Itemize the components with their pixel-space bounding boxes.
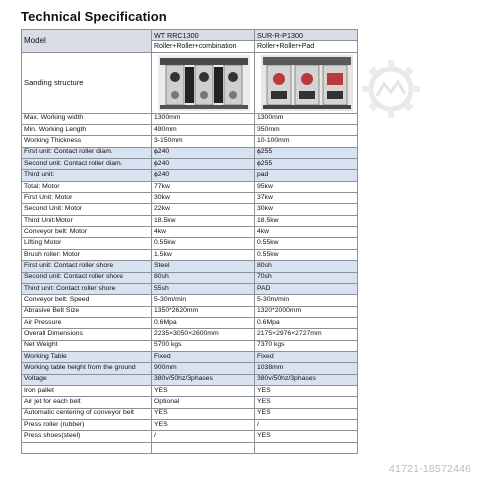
spec-value-a: / <box>152 431 255 442</box>
spec-value-b: / <box>255 419 358 430</box>
spec-label: Second unit: Contact roller shore <box>22 272 152 283</box>
spec-value-a: 80sh <box>152 272 255 283</box>
table-row <box>22 170 358 181</box>
spec-value-a: ϕ240 <box>152 159 255 170</box>
spec-value-a: 380v/50hz/3phases <box>152 374 255 385</box>
table-row <box>22 193 358 204</box>
spec-label: Air jet for each belt <box>22 397 152 408</box>
table-row <box>22 125 358 136</box>
spec-label: Working table height from the ground <box>22 363 152 374</box>
table-row <box>22 374 358 385</box>
table-row <box>22 329 358 340</box>
spec-value-b: 37kw <box>255 193 358 204</box>
spec-value-a: 2235×3050×2600mm <box>152 329 255 340</box>
table-row <box>22 363 358 374</box>
table-row <box>22 442 358 453</box>
spec-label: First unit: Contact roller shore <box>22 261 152 272</box>
spec-label: Air Pressure <box>22 317 152 328</box>
spec-value-a: 490mm <box>152 125 255 136</box>
spec-value-a: YES <box>152 408 255 419</box>
spec-value-b: YES <box>255 431 358 442</box>
table-row <box>22 431 358 442</box>
spec-label: Brush roller: Motor <box>22 249 152 260</box>
config-a: Roller+Roller+combination <box>152 41 255 52</box>
spec-value-b: 0.55kw <box>255 249 358 260</box>
spec-label: First unit: Contact roller diam. <box>22 147 152 158</box>
spec-value-a: Optional <box>152 397 255 408</box>
spec-value-a: YES <box>152 419 255 430</box>
spec-label: Iron pallet <box>22 385 152 396</box>
table-row <box>22 113 358 124</box>
machine-photo-b-cell <box>255 52 358 113</box>
spec-value-b: 70sh <box>255 272 358 283</box>
model-b-header: SUR-R-P1300 <box>255 30 358 41</box>
spec-value-b: ϕ255 <box>255 159 358 170</box>
spec-value-b: 0.55kw <box>255 238 358 249</box>
spec-table <box>21 29 358 454</box>
table-row <box>22 397 358 408</box>
page-title: Technical Specification <box>21 9 167 24</box>
spec-value-a: 22kw <box>152 204 255 215</box>
spec-value-a: 0.55kw <box>152 238 255 249</box>
table-row <box>22 159 358 170</box>
spec-value-a: 3-150mm <box>152 136 255 147</box>
spec-value-b: 1320*2000mm <box>255 306 358 317</box>
table-row <box>22 408 358 419</box>
spec-label: Voltage <box>22 374 152 385</box>
spec-label: Overall Dimensions <box>22 329 152 340</box>
sanding-structure-label: Sanding structure <box>22 52 152 113</box>
source-id-watermark: 41721-18572446 <box>389 463 472 475</box>
table-row <box>22 215 358 226</box>
spec-label: Max. Working width <box>22 113 152 124</box>
spec-label: Net Weight <box>22 340 152 351</box>
spec-label: Lifting Motor <box>22 238 152 249</box>
table-row <box>22 204 358 215</box>
spec-value-b: 30kw <box>255 204 358 215</box>
spec-value-a <box>152 442 255 453</box>
spec-value-b: 80sh <box>255 261 358 272</box>
table-row <box>22 306 358 317</box>
sanding-structure-row <box>22 52 358 113</box>
spec-value-b: 0.6Mpa <box>255 317 358 328</box>
spec-value-b: YES <box>255 385 358 396</box>
spec-value-b: 7370 kgs <box>255 340 358 351</box>
spec-value-a: ϕ240 <box>152 170 255 181</box>
spec-label: Total: Motor <box>22 181 152 192</box>
machine-photo-a <box>158 55 250 111</box>
spec-label: Third unit: <box>22 170 152 181</box>
spec-value-b: 5-30m/min <box>255 295 358 306</box>
table-row <box>22 249 358 260</box>
spec-value-b: ϕ255 <box>255 147 358 158</box>
spec-value-b: YES <box>255 408 358 419</box>
spec-value-a: YES <box>152 385 255 396</box>
table-row <box>22 351 358 362</box>
spec-value-b <box>255 442 358 453</box>
spec-value-b: 1038mm <box>255 363 358 374</box>
spec-value-b: Fixed <box>255 351 358 362</box>
spec-value-b: 10-100mm <box>255 136 358 147</box>
spec-value-b: 4kw <box>255 227 358 238</box>
spec-label: Min. Working Length <box>22 125 152 136</box>
spec-value-b: 2175×2976×2727mm <box>255 329 358 340</box>
spec-label: Press shoes(steel) <box>22 431 152 442</box>
spec-value-a: 900mm <box>152 363 255 374</box>
table-row <box>22 283 358 294</box>
spec-value-a: 1.5kw <box>152 249 255 260</box>
spec-value-b: YES <box>255 397 358 408</box>
spec-label: Working Table <box>22 351 152 362</box>
spec-value-a: Steel <box>152 261 255 272</box>
table-header-row <box>22 30 358 41</box>
spec-value-a: 4kw <box>152 227 255 238</box>
spec-value-a: 77kw <box>152 181 255 192</box>
spec-value-b: 350mm <box>255 125 358 136</box>
spec-value-b: 18.5kw <box>255 215 358 226</box>
spec-value-a: 0.6Mpa <box>152 317 255 328</box>
spec-value-a: ϕ240 <box>152 147 255 158</box>
model-header: Model <box>22 30 152 53</box>
spec-label: Conveyor belt: Speed <box>22 295 152 306</box>
spec-value-a: 55sh <box>152 283 255 294</box>
spec-value-b: 380v/50hz/3phases <box>255 374 358 385</box>
spec-value-a: 1300mm <box>152 113 255 124</box>
table-row <box>22 238 358 249</box>
spec-label: Working Thickness <box>22 136 152 147</box>
spec-label: Conveyor belt: Motor <box>22 227 152 238</box>
spec-value-b: 1300mm <box>255 113 358 124</box>
spec-label: Press roller (rubber) <box>22 419 152 430</box>
spec-label: Third Unit:Motor <box>22 215 152 226</box>
spec-value-a: 5-30m/min <box>152 295 255 306</box>
table-row <box>22 272 358 283</box>
table-row <box>22 261 358 272</box>
machine-photo-b <box>261 55 353 111</box>
machine-photo-a-cell <box>152 52 255 113</box>
table-row <box>22 419 358 430</box>
spec-label: Second Unit: Motor <box>22 204 152 215</box>
gear-watermark-icon <box>360 58 422 120</box>
spec-label: Abrasive Belt Size <box>22 306 152 317</box>
spec-label: First Unit: Motor <box>22 193 152 204</box>
table-row <box>22 136 358 147</box>
table-row <box>22 385 358 396</box>
table-row <box>22 147 358 158</box>
spec-label <box>22 442 152 453</box>
config-b: Roller+Roller+Pad <box>255 41 358 52</box>
spec-value-a: 5700 kgs <box>152 340 255 351</box>
table-row <box>22 181 358 192</box>
spec-label: Second unit: Contact roller diam. <box>22 159 152 170</box>
spec-value-a: 18.5kw <box>152 215 255 226</box>
table-row <box>22 317 358 328</box>
table-row <box>22 340 358 351</box>
spec-label: Third unit: Contact roller shore <box>22 283 152 294</box>
spec-value-b: pad <box>255 170 358 181</box>
spec-value-a: Fixed <box>152 351 255 362</box>
spec-value-b: 95kw <box>255 181 358 192</box>
table-row <box>22 227 358 238</box>
spec-value-b: PAD <box>255 283 358 294</box>
spec-label: Automatic centering of conveyor belt <box>22 408 152 419</box>
table-row <box>22 295 358 306</box>
spec-value-a: 30kw <box>152 193 255 204</box>
model-a-header: WT RRC1300 <box>152 30 255 41</box>
spec-value-a: 1350*2620mm <box>152 306 255 317</box>
